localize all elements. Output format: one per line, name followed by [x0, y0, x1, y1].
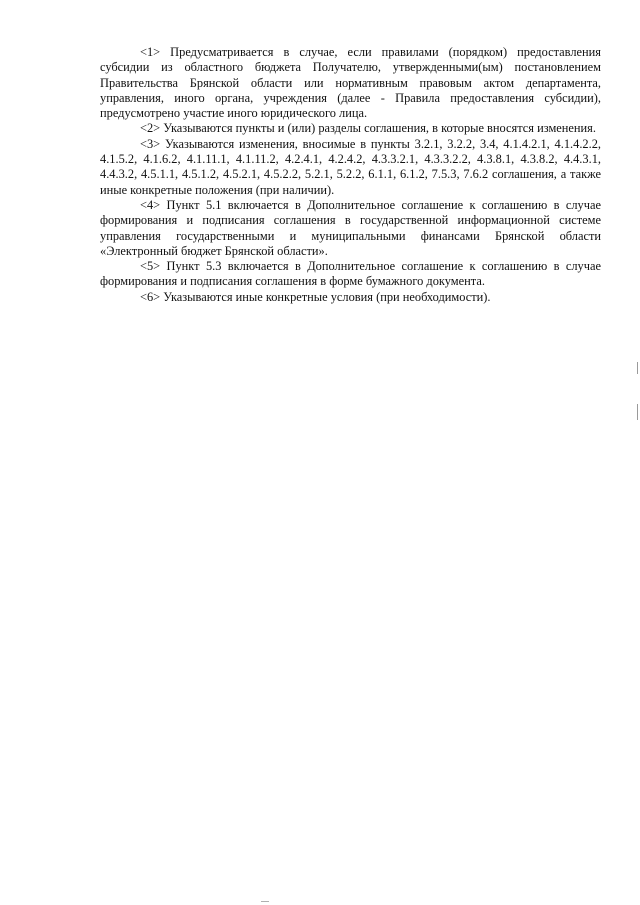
- scan-bottom-mark: [261, 901, 269, 902]
- footnote-4: <4> Пункт 5.1 включается в Дополнительное соглашение к соглашению в случае формирования и подписания соглашения в государственной информационной системе управления государственными и муниципальными финансами Брянской области «Электронный бюджет Брянской области».: [100, 197, 601, 258]
- footnotes-block: [100, 45, 601, 305]
- footnote-1: <1> Предусматривается в случае, если правилами (порядком) предоставления субсидии из областного бюджета Получателю, утвержденными(ым) постановлением Правительства Брянской области или нормативным правовым актом департамента, управления, иного органа, учреждения (далее - Правила предоставления субсидии), предусмотрено участие иного юридического лица.: [100, 45, 601, 121]
- footnote-3: <3> Указываются изменения, вносимые в пункты 3.2.1, 3.2.2, 3.4, 4.1.4.2.1, 4.1.4.2.2, 4.1.5.2, 4.1.6.2, 4.1.11.1, 4.1.11.2, 4.2.4.1, 4.2.4.2, 4.3.3.2.1, 4.3.3.2.2, 4.3.8.1, 4.3.8.2, 4.4.3.1, 4.4.3.2, 4.5.1.1, 4.5.1.2, 4.5.2.1, 4.5.2.2, 5.2.1, 5.2.2, 6.1.1, 6.1.2, 7.5.3, 7.6.2 соглашения, а также иные конкретные положения (при наличии).: [100, 136, 601, 197]
- scan-edge-mark: [637, 362, 638, 374]
- footnote-2: <2> Указываются пункты и (или) разделы соглашения, в которые вносятся изменения.: [140, 121, 596, 136]
- footnote-5: <5> Пункт 5.3 включается в Дополнительное соглашение к соглашению в случае формирования и подписания соглашения в форме бумажного документа.: [100, 259, 601, 289]
- scan-edge-mark: [637, 404, 638, 420]
- footnote-6: <6> Указываются иные конкретные условия (при необходимости).: [140, 289, 491, 304]
